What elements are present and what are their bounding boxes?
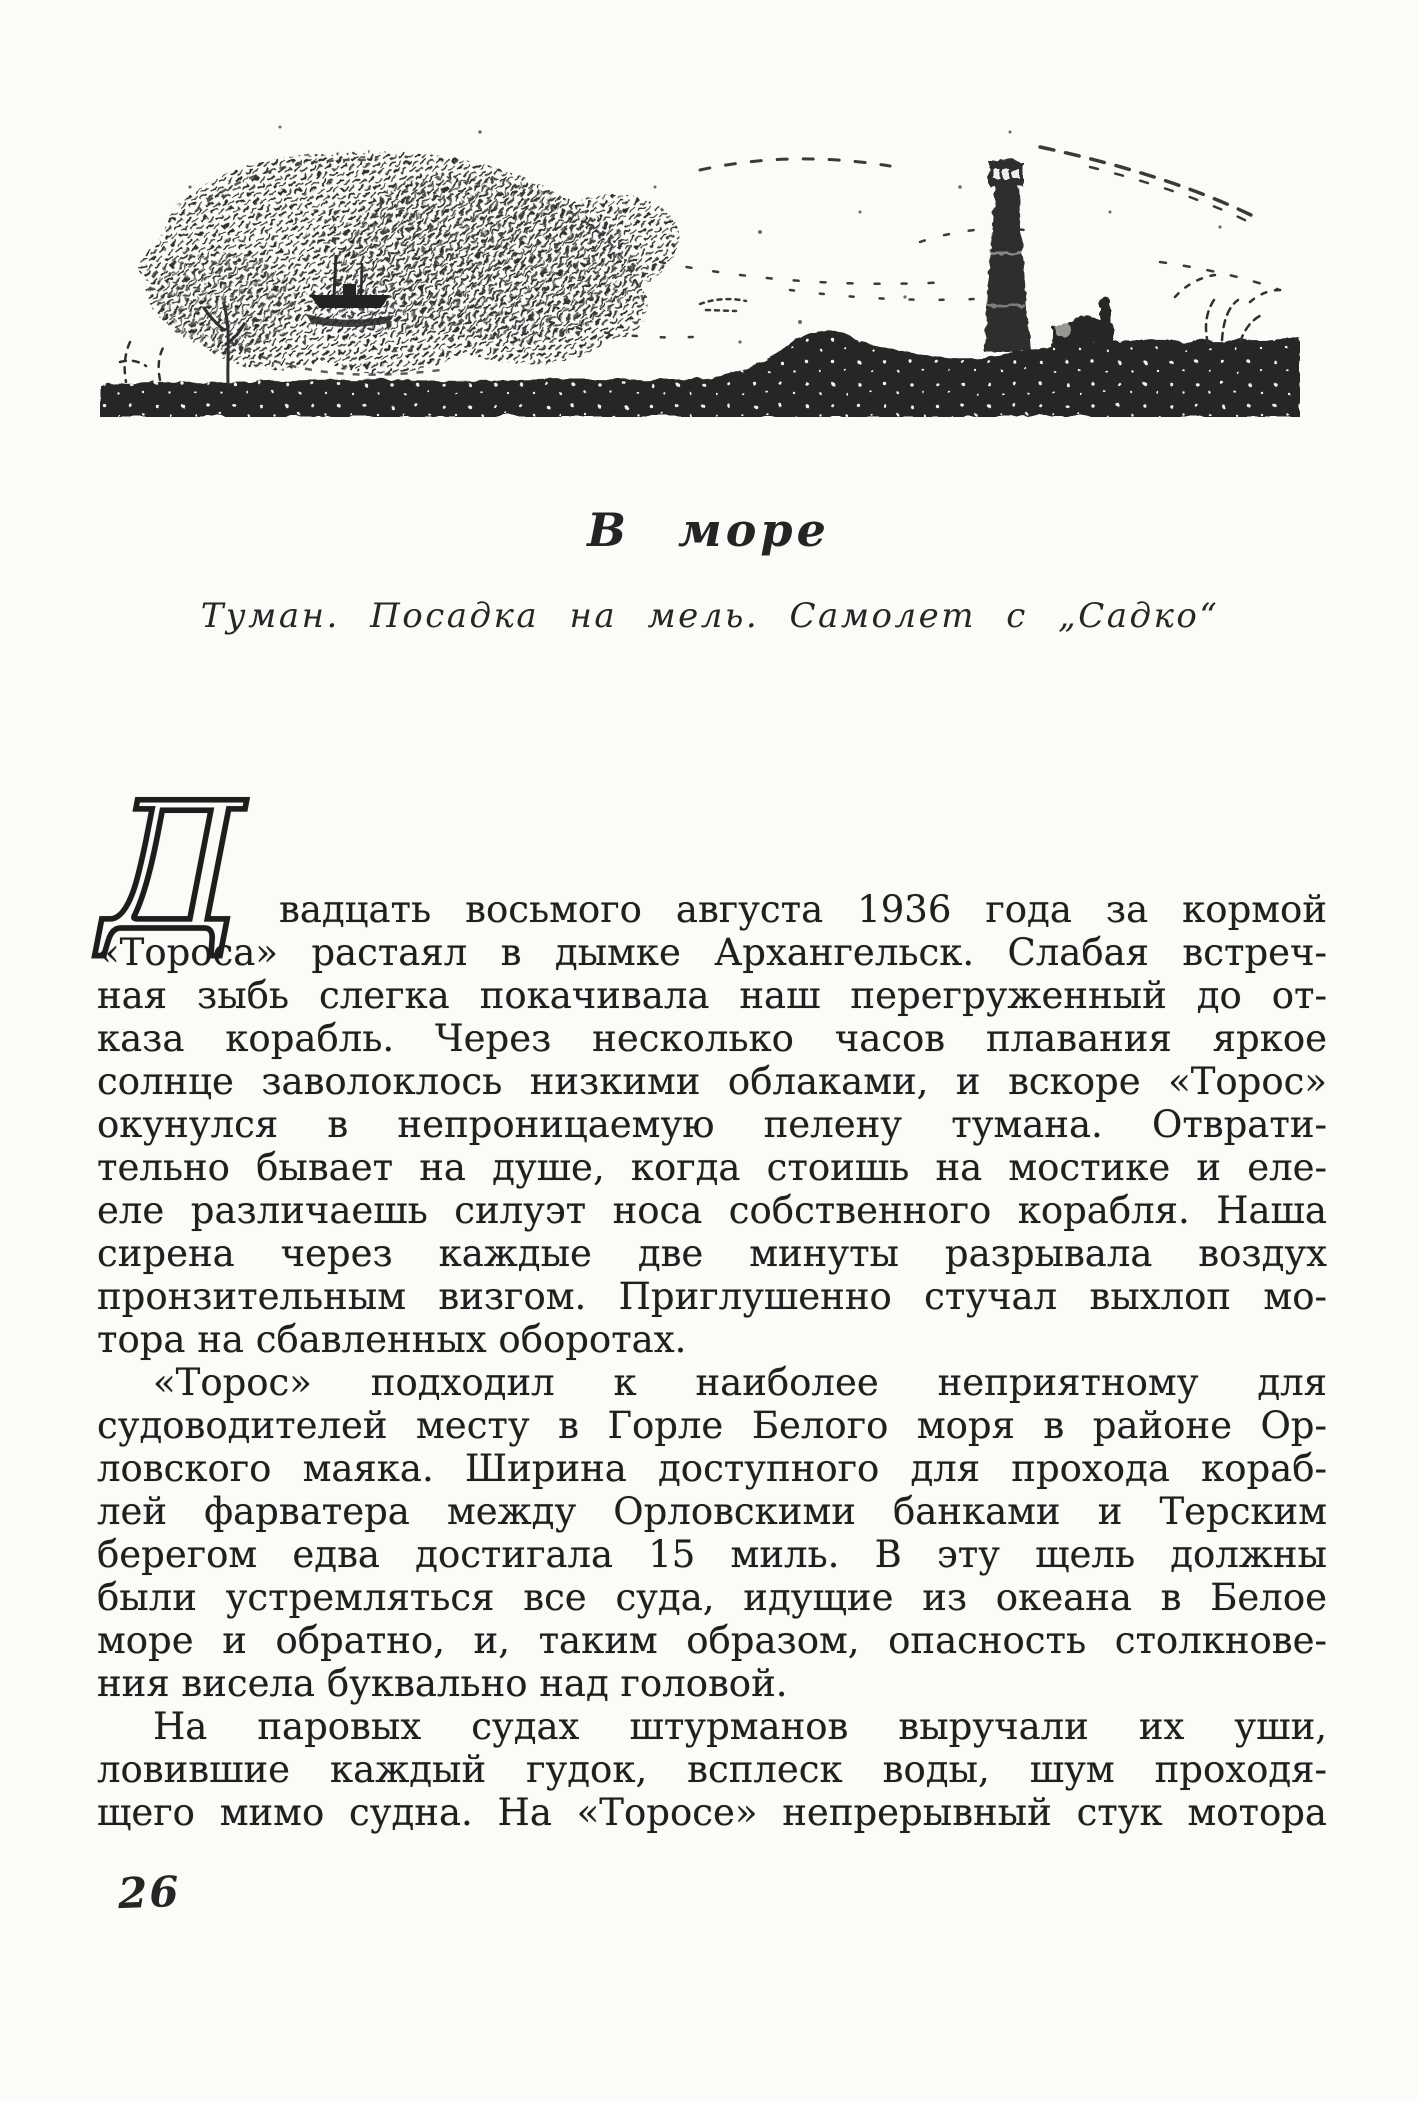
text-line: каза корабль. Через несколько часов плавания яркое xyxy=(97,1017,1327,1060)
text-line: ловившие каждый гудок, всплеск воды, шум проходя- xyxy=(97,1748,1327,1791)
text-line: пронзительным визгом. Приглушенно стучал выхлоп мо- xyxy=(97,1275,1327,1318)
text-line: берегом едва достигала 15 миль. В эту щель должны xyxy=(97,1533,1327,1576)
text-line: вадцать восьмого августа 1936 года за кормой xyxy=(279,888,1327,931)
drop-cap-letter: Д xyxy=(101,770,245,970)
text-line: ния висела буквально над головой. xyxy=(97,1662,788,1705)
text-line: сирена через каждые две минуты разрывала воздух xyxy=(97,1232,1327,1275)
chapter-subtitle: Туман. Посадка на мель. Самолет с „Садко“ xyxy=(200,596,1220,636)
text-line: окунулся в непроницаемую пелену тумана. Отврати- xyxy=(97,1103,1327,1146)
lighthouse xyxy=(984,159,1030,353)
chapter-illustration xyxy=(100,92,1300,417)
text-line: лей фарватера между Орловскими банками и Терским xyxy=(97,1490,1327,1533)
text-line: солнце заволоклось низкими облаками, и вскоре «Торос» xyxy=(97,1060,1327,1103)
paragraph-lines xyxy=(97,888,1327,1834)
chapter-title: В море xyxy=(587,503,830,557)
text-line: щего мимо судна. На «Торосе» непрерывный стук мотора xyxy=(97,1791,1327,1834)
text-line: На паровых судах штурманов выручали их уши, xyxy=(153,1705,1327,1748)
text-line: море и обратно, и, таким образом, опасность столкнове- xyxy=(97,1619,1327,1662)
text-line: судоводителей месту в Горле Белого моря в районе Ор- xyxy=(97,1404,1327,1447)
text-line: ловского маяка. Ширина доступного для прохода кораб- xyxy=(97,1447,1327,1490)
text-line: были устремляться все суда, идущие из океана в Белое xyxy=(97,1576,1327,1619)
body-text xyxy=(97,770,1327,1834)
text-line: тора на сбавленных оборотах. xyxy=(97,1318,687,1361)
text-line: «Тороса» растаял в дымке Архангельск. Слабая встреч- xyxy=(97,931,1327,974)
page-number: 26 xyxy=(117,1866,182,1919)
text-line: еле различаешь силуэт носа собственного корабля. Наша xyxy=(97,1189,1327,1232)
text-line: «Торос» подходил к наиболее неприятному для xyxy=(153,1361,1327,1404)
text-line: ная зыбь слегка покачивала наш перегруженный до от- xyxy=(97,974,1327,1017)
text-line: тельно бывает на душе, когда стоишь на мостике и еле- xyxy=(97,1146,1327,1189)
storm-clouds xyxy=(139,152,679,374)
